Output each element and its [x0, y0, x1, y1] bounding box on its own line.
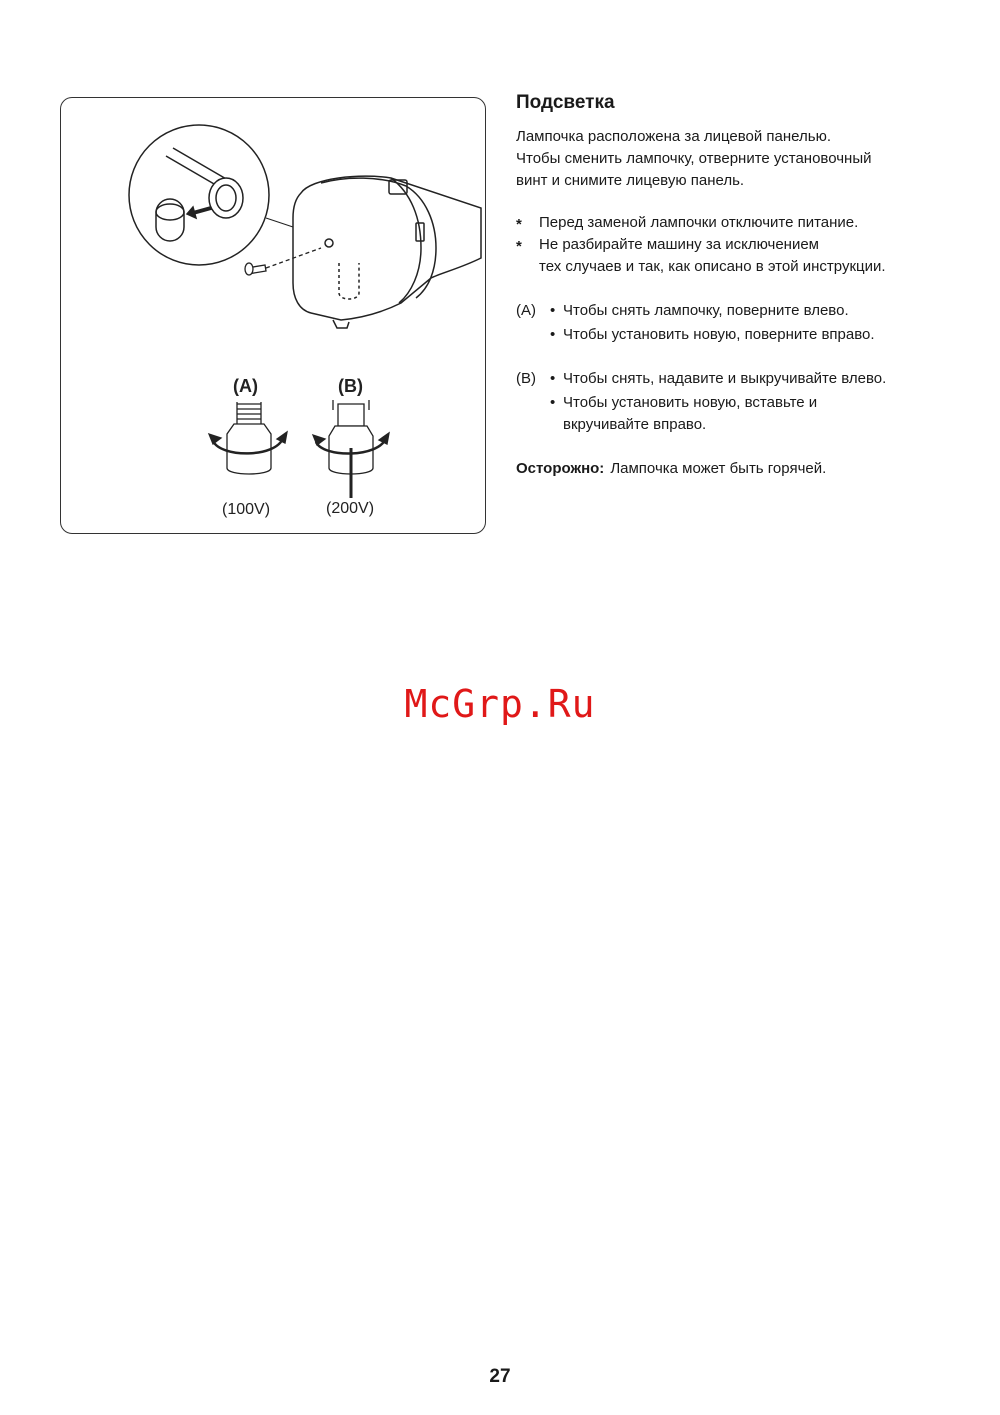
step-line: Чтобы установить новую, вставьте и [563, 394, 818, 411]
step-item [516, 368, 976, 390]
step-item [516, 300, 976, 322]
voltage-a: (100V) [222, 501, 271, 518]
machine-head [293, 176, 481, 328]
caution-label: Осторожно: [516, 460, 605, 477]
steps-a [516, 300, 976, 346]
intro-line: Чтобы сменить лампочку, отверните установочный [516, 150, 872, 167]
intro-line: Лампочка расположена за лицевой панелью. [516, 128, 831, 145]
warning-notes [516, 212, 976, 278]
step-line: Чтобы снять лампочку, поверните влево. [563, 302, 849, 319]
caution-note [516, 458, 976, 480]
bullet-icon: • [550, 394, 556, 411]
note-line: Перед заменой лампочки отключите питание. [539, 214, 859, 231]
step-line: вкручивайте вправо. [563, 416, 707, 433]
machine-illustration [61, 98, 487, 535]
instruction-text [516, 92, 976, 480]
label-b: (B) [338, 376, 363, 396]
watermark: McGrp.Ru [404, 682, 596, 726]
section-title: Подсветка [516, 92, 615, 113]
note-line: Не разбирайте машину за исключением [539, 236, 819, 253]
step-line: Чтобы снять, надавите и выкручивайте влево. [563, 370, 887, 387]
label-a: (A) [233, 376, 258, 396]
bulb-b [313, 400, 389, 498]
step-line: Чтобы установить новую, поверните вправо. [563, 326, 875, 343]
bullet-icon: • [550, 302, 556, 319]
note-marker: * [516, 216, 522, 233]
illustration-frame [60, 97, 486, 534]
note-item [516, 212, 976, 234]
intro-line: винт и снимите лицевую панель. [516, 172, 745, 189]
note-marker: * [516, 238, 522, 255]
step-item [516, 392, 976, 436]
bullet-icon: • [550, 370, 556, 387]
steps-b [516, 368, 976, 436]
bullet-icon: • [550, 326, 556, 343]
step-tag: (A) [516, 302, 536, 319]
step-tag: (B) [516, 370, 536, 387]
intro-paragraph [516, 126, 976, 192]
note-line: тех случаев и так, как описано в этой инструкции. [539, 258, 886, 275]
bulb-a [209, 402, 287, 474]
caution-text: Лампочка может быть горячей. [610, 460, 827, 477]
step-item [516, 324, 976, 346]
note-item [516, 234, 976, 278]
page-number: 27 [489, 1366, 511, 1387]
voltage-b: (200V) [326, 500, 375, 517]
